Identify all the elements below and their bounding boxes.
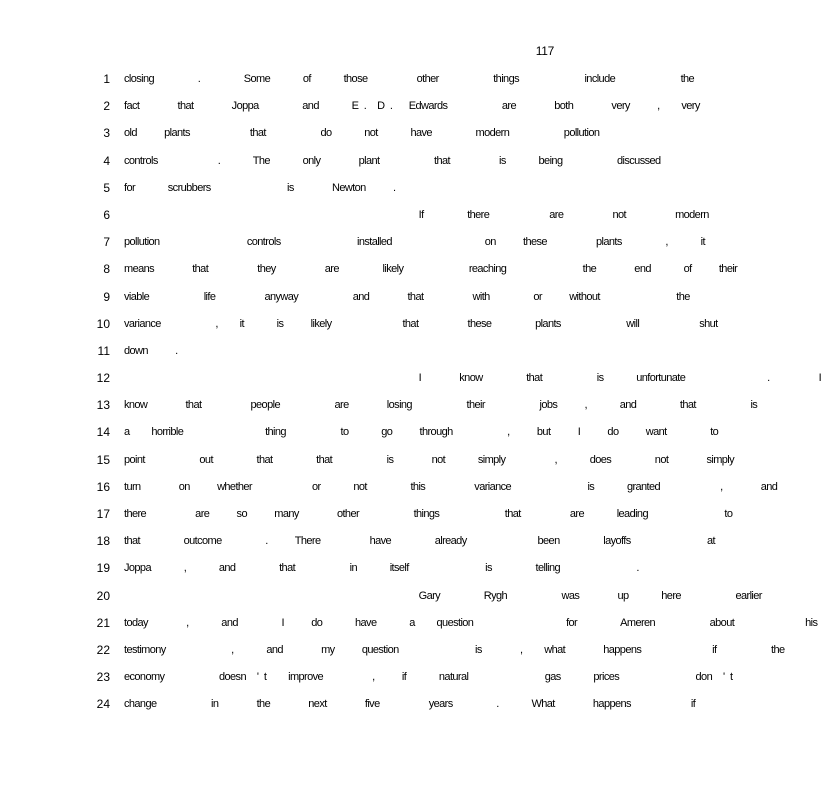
transcript-line: viable life anyway and that with or without the (124, 290, 690, 303)
line-number: 21 (96, 615, 110, 630)
transcript-line: point out that that is not simply , does not simply (124, 453, 735, 466)
transcript-line: fact that Joppa and E . D . Edwards are both very , very (124, 100, 700, 113)
line-number: 22 (96, 642, 110, 657)
line-number: 6 (103, 207, 110, 222)
page-number: 117 (535, 44, 554, 58)
line-number: 5 (103, 180, 110, 195)
transcript-line: turn on whether or not this variance is granted , and (124, 480, 778, 493)
transcript-line: old plants that do not have modern pollution (124, 127, 600, 140)
line-number: 1 (103, 72, 110, 86)
transcript-line: economy doesn ' t improve , if natural gas prices don ' t (124, 671, 733, 684)
line-number: 15 (96, 452, 110, 467)
transcript-line: pollution controls installed on these plants , it (124, 236, 705, 249)
line-number: 24 (96, 697, 110, 712)
transcript-line: Joppa , and that in itself is telling . (124, 562, 639, 575)
line-number: 12 (96, 371, 110, 386)
transcript-line: that outcome . There have already been layoffs at (124, 535, 715, 548)
line-number: 4 (103, 153, 110, 168)
line-number: 7 (103, 235, 110, 250)
transcript-line: Gary Rygh was up here earlier (124, 589, 762, 602)
transcript-line: change in the next five years . What happens if (124, 698, 696, 711)
line-number: 2 (103, 99, 110, 114)
line-number: 8 (103, 262, 110, 277)
line-number: 14 (96, 425, 110, 440)
line-number: 23 (96, 670, 110, 685)
transcript-line: a horrible thing to go through , but I do want to (124, 426, 719, 439)
transcript-line: there are so many other things that are leading to (124, 508, 733, 520)
line-number: 16 (96, 479, 110, 494)
transcript-line: for scrubbers is Newton . (124, 181, 396, 194)
line-number: 10 (96, 316, 110, 331)
transcript-line: know that people are losing their jobs , and that is (124, 399, 758, 412)
line-number: 18 (96, 534, 110, 549)
line-number: 19 (96, 561, 110, 576)
transcript-line: variance , it is likely that these plants will shut (124, 317, 718, 330)
line-numbers-column (86, 72, 110, 725)
transcript-line: means that they are likely reaching the end of their (124, 263, 738, 276)
transcript-line: down . (124, 344, 178, 357)
line-number: 9 (103, 289, 110, 304)
line-number: 13 (96, 398, 110, 413)
transcript-line: If there are not modern (124, 208, 709, 221)
transcript-line: today , and I do have a question for Ameren about his (124, 616, 818, 629)
line-number: 20 (96, 588, 110, 603)
transcript-line: I know that is unfortunate . I (124, 372, 821, 385)
transcript-line: closing . Some of those other things include the (124, 73, 695, 85)
line-number: 11 (97, 343, 110, 358)
line-number: 17 (96, 507, 110, 521)
transcript-line: testimony , and my question is , what happens if the (124, 643, 785, 656)
transcript-text (124, 72, 821, 725)
line-number: 3 (103, 126, 110, 141)
transcript-line: controls . The only plant that is being discussed (124, 154, 661, 167)
